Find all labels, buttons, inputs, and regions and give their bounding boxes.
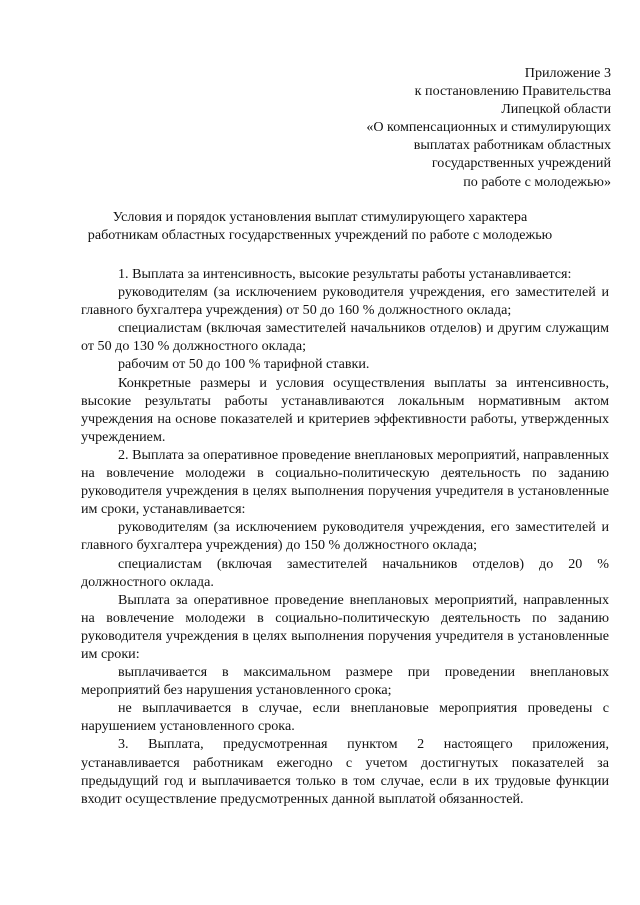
paragraph: руководителям (за исключением руководителя учреждения, его заместителей и главного бухгалтера учреждения) до 150 % должностного оклада; (81, 519, 609, 554)
annex-line: Приложение 3 (524, 65, 611, 81)
paragraph: 3. Выплата, предусмотренная пунктом 2 настоящего приложения, устанавливается работникам ежегодно с учетом достигнутых показателей за предыдущий год и выплачивается только в том случае, если в их трудовые функции входит осуществление предусмотренных данной выплатой обязанностей. (81, 736, 609, 807)
title-line: Условия и порядок установления выплат стимулирующего характера (112, 209, 528, 225)
paragraph: выплачивается в максимальном размере при проведении внеплановых мероприятий без нарушения установленного срока; (81, 664, 609, 699)
annex-header (281, 64, 611, 191)
paragraph: специалистам (включая заместителей начальников отделов) и другим служащим от 50 до 130 % должностного оклада; (81, 320, 609, 355)
paragraph: 2. Выплата за оперативное проведение внеплановых мероприятий, направленных на вовлечение молодежи в социально-политическую деятельность по заданию руководителя учреждения в целях выполнения поручения учредителя в установленные им сроки, устанавливается: (81, 446, 609, 518)
paragraph: руководителям (за исключением руководителя учреждения, его заместителей и главного бухгалтера учреждения) от 50 до 160 % должностного оклада; (81, 284, 609, 319)
paragraph: Выплата за оперативное проведение внеплановых мероприятий, направленных на вовлечение молодежи в социально-политическую деятельность по заданию руководителя учреждения в целях выполнения поручения учредителя в установленные им сроки: (81, 591, 609, 662)
paragraph: 1. Выплата за интенсивность, высокие результаты работы устанавливается: (118, 266, 572, 282)
annex-line: к постановлению Правительства (414, 83, 611, 100)
annex-line: по работе с молодежью» (463, 173, 611, 190)
paragraph: Конкретные размеры и условия осуществления выплаты за интенсивность, высокие результаты работы устанавливаются локальным нормативным актом учреждения на основе показателей и критериев эффективности работы, утвержденных учреждением. (81, 374, 609, 445)
title-line: работникам областных государственных учреждений по работе с молодежью (87, 227, 553, 244)
paragraph: специалистам (включая заместителей начальников отделов) до 20 % должностного оклада. (81, 555, 609, 590)
annex-line: выплатах работникам областных (413, 137, 611, 154)
annex-line: «О компенсационных и стимулирующих (366, 119, 611, 136)
annex-line: государственных учреждений (431, 155, 611, 172)
paragraph: не выплачивается в случае, если внеплановые мероприятия проведены с нарушением установленного срока. (81, 700, 609, 735)
annex-line: Липецкой области (501, 101, 611, 118)
paragraph: рабочим от 50 до 100 % тарифной ставки. (118, 356, 370, 373)
document-body (81, 265, 609, 808)
document-title (60, 208, 580, 244)
